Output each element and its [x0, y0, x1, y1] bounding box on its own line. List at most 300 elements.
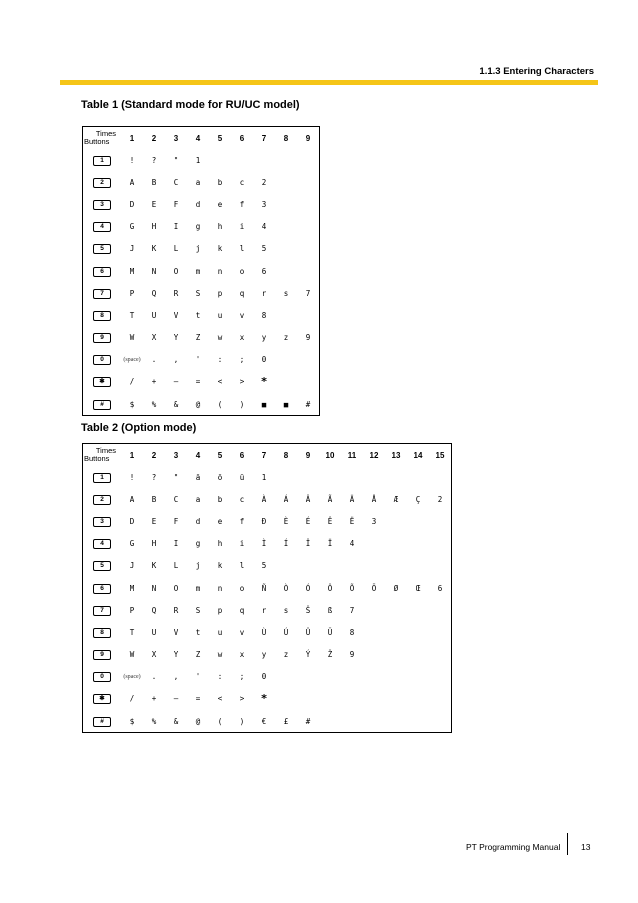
keypad-key-icon: 6 — [93, 584, 111, 594]
buttons-label: Buttons — [84, 454, 110, 463]
character-cell — [429, 510, 452, 532]
character-cell: 6 — [437, 583, 443, 593]
character-cell: P — [129, 288, 135, 298]
character-cell: Q — [151, 288, 157, 298]
character-cell: 3 — [371, 516, 377, 526]
character-cell — [319, 688, 341, 710]
character-cell — [385, 533, 407, 555]
character-cell: 4 — [261, 222, 267, 232]
keypad-key-icon: 2 — [93, 495, 111, 505]
character-cell: Ð — [261, 516, 267, 526]
character-cell — [429, 621, 452, 643]
character-cell: g — [195, 539, 201, 549]
character-cell: E — [151, 199, 157, 209]
character-cell: x — [239, 650, 245, 660]
button-cell — [83, 171, 122, 193]
character-cell — [341, 688, 363, 710]
character-cell — [275, 466, 297, 488]
character-cell: e — [217, 199, 223, 209]
column-header: 8 — [283, 133, 289, 143]
character-cell: W — [129, 333, 135, 343]
character-cell — [275, 304, 297, 326]
character-cell: À — [261, 494, 267, 504]
character-cell: C — [173, 494, 179, 504]
character-cell — [297, 171, 320, 193]
character-cell: 1 — [261, 472, 267, 482]
character-cell: 3 — [261, 199, 267, 209]
table-row — [83, 644, 452, 666]
column-header: 2 — [151, 133, 157, 143]
table-row — [83, 327, 320, 349]
keypad-key-icon: 8 — [93, 311, 111, 321]
character-cell: b — [217, 177, 223, 187]
character-cell: Á — [283, 494, 289, 504]
character-cell: e — [217, 516, 223, 526]
character-cell: b — [217, 494, 223, 504]
character-cell: @ — [195, 399, 201, 409]
character-cell: " — [173, 155, 179, 165]
character-cell — [429, 555, 452, 577]
keypad-key-icon: 3 — [93, 517, 111, 527]
button-cell — [83, 193, 122, 215]
character-cell: N — [151, 583, 157, 593]
character-cell — [385, 710, 407, 733]
character-cell — [275, 688, 297, 710]
character-cell: Ù — [261, 627, 267, 637]
character-cell: ' — [195, 355, 201, 365]
character-cell — [407, 466, 429, 488]
character-cell: 7 — [305, 288, 311, 298]
button-cell — [83, 260, 122, 282]
character-cell: Ú — [283, 627, 289, 637]
times-label: Times — [95, 446, 116, 455]
character-cell: Â — [305, 494, 311, 504]
character-cell: X — [151, 650, 157, 660]
character-cell: # — [305, 716, 311, 726]
table-row — [83, 666, 452, 688]
character-cell: 1 — [195, 155, 201, 165]
button-cell — [83, 688, 122, 710]
character-cell — [297, 555, 319, 577]
character-cell: Z — [195, 333, 201, 343]
character-cell: f — [239, 199, 245, 209]
table-row — [83, 533, 452, 555]
button-cell — [83, 710, 122, 733]
character-cell — [429, 666, 452, 688]
character-cell: k — [217, 244, 223, 254]
character-cell: S — [195, 288, 201, 298]
character-cell: ; — [239, 672, 245, 682]
character-cell — [385, 688, 407, 710]
character-cell — [429, 466, 452, 488]
character-cell: N — [151, 266, 157, 276]
character-cell — [407, 710, 429, 733]
keypad-key-icon: # — [93, 400, 111, 410]
character-cell: : — [217, 672, 223, 682]
table-row — [83, 688, 452, 710]
character-cell: O — [173, 266, 179, 276]
keypad-key-icon: 4 — [93, 539, 111, 549]
character-cell — [275, 216, 297, 238]
table1-title: Table 1 (Standard mode for RU/UC model) — [81, 99, 300, 111]
character-cell — [407, 666, 429, 688]
character-cell: É — [305, 516, 311, 526]
character-cell: g — [195, 222, 201, 232]
character-cell — [363, 555, 385, 577]
character-cell — [385, 666, 407, 688]
character-cell — [341, 555, 363, 577]
column-header: 13 — [391, 450, 401, 460]
character-cell: + — [151, 694, 157, 704]
character-cell: B — [151, 494, 157, 504]
character-cell — [363, 710, 385, 733]
character-cell: 8 — [349, 627, 355, 637]
character-cell: I — [173, 222, 179, 232]
character-cell: Ì — [261, 539, 267, 549]
character-cell: V — [173, 310, 179, 320]
character-cell: F — [173, 516, 179, 526]
table-row — [83, 260, 320, 282]
button-cell — [83, 644, 122, 666]
character-cell: Í — [283, 539, 289, 549]
character-cell: d — [195, 199, 201, 209]
character-cell: Î — [305, 539, 311, 549]
character-cell — [297, 149, 320, 171]
character-cell — [429, 688, 452, 710]
button-cell — [83, 621, 122, 643]
character-cell: I — [173, 539, 179, 549]
column-header: 5 — [217, 450, 223, 460]
character-cell: = — [195, 694, 201, 704]
character-cell: G — [129, 222, 135, 232]
character-cell: j — [195, 244, 201, 254]
keypad-key-icon: 5 — [93, 561, 111, 571]
character-cell: q — [239, 605, 245, 615]
character-cell: # — [305, 399, 311, 409]
character-cell — [385, 644, 407, 666]
character-cell: Å — [371, 494, 377, 504]
character-cell: € — [261, 716, 267, 726]
character-cell: h — [217, 222, 223, 232]
character-cell — [319, 466, 341, 488]
character-cell: r — [261, 288, 267, 298]
character-cell: . — [151, 355, 157, 365]
character-cell: q — [239, 288, 245, 298]
character-cell: ) — [239, 716, 245, 726]
times-buttons-header — [83, 444, 122, 467]
character-cell: R — [173, 605, 179, 615]
character-cell: Æ — [393, 494, 399, 504]
character-cell: : — [217, 355, 223, 365]
character-cell: P — [129, 605, 135, 615]
table2-title: Table 2 (Option mode) — [81, 422, 197, 434]
character-cell: È — [283, 516, 289, 526]
character-cell: u — [217, 627, 223, 637]
character-cell — [297, 260, 320, 282]
character-cell — [209, 149, 231, 171]
character-cell — [407, 510, 429, 532]
times-label: Times — [95, 129, 116, 138]
character-cell: U — [151, 310, 157, 320]
column-header: 9 — [305, 450, 311, 460]
character-cell: z — [283, 333, 289, 343]
character-cell: v — [239, 310, 245, 320]
character-cell — [297, 193, 320, 215]
character-cell — [363, 666, 385, 688]
character-cell — [297, 238, 320, 260]
character-cell — [429, 533, 452, 555]
character-cell: Ò — [283, 583, 289, 593]
character-cell: Ø — [393, 583, 399, 593]
character-cell: L — [173, 244, 179, 254]
character-cell — [407, 644, 429, 666]
table-row — [83, 510, 452, 532]
character-cell: H — [151, 539, 157, 549]
character-cell: H — [151, 222, 157, 232]
character-cell: B — [151, 177, 157, 187]
table-row — [83, 555, 452, 577]
character-cell: ß — [327, 605, 333, 615]
character-cell: L — [173, 561, 179, 571]
character-cell: k — [217, 561, 223, 571]
character-cell — [275, 349, 297, 371]
character-cell — [429, 599, 452, 621]
page-number: 13 — [581, 842, 591, 852]
character-cell: A — [129, 494, 135, 504]
character-cell — [341, 710, 363, 733]
table-row — [83, 282, 320, 304]
character-cell: t — [195, 627, 201, 637]
character-cell: ! — [129, 155, 135, 165]
table-row — [83, 466, 452, 488]
table-row — [83, 393, 320, 416]
keypad-key-icon: 0 — [93, 672, 111, 682]
character-cell: $ — [129, 399, 135, 409]
character-cell: a — [195, 177, 201, 187]
character-cell: % — [151, 399, 157, 409]
keypad-key-icon: 6 — [93, 267, 111, 277]
character-cell: a — [195, 494, 201, 504]
character-cell: ? — [151, 472, 157, 482]
keypad-key-icon: 9 — [93, 650, 111, 660]
column-header: 3 — [173, 133, 179, 143]
character-cell: i — [239, 222, 245, 232]
button-cell — [83, 393, 122, 416]
column-header: 9 — [305, 133, 311, 143]
times-buttons-header — [83, 127, 122, 150]
character-cell: ; — [239, 355, 245, 365]
character-cell — [341, 666, 363, 688]
character-cell: — — [173, 377, 179, 387]
character-cell: ü — [239, 472, 245, 482]
character-cell: l — [239, 561, 245, 571]
character-cell: Ê — [327, 516, 333, 526]
character-cell: s — [283, 288, 289, 298]
character-cell: m — [195, 583, 201, 593]
character-cell: U — [151, 627, 157, 637]
column-header: 4 — [195, 450, 201, 460]
character-cell: ä — [195, 472, 201, 482]
character-cell: " — [173, 472, 179, 482]
keypad-key-icon: 4 — [93, 222, 111, 232]
character-cell: p — [217, 288, 223, 298]
table-row — [83, 577, 452, 599]
character-cell: w — [217, 650, 223, 660]
character-cell — [385, 510, 407, 532]
character-cell — [385, 621, 407, 643]
keypad-key-icon: 3 — [93, 200, 111, 210]
character-cell: c — [239, 177, 245, 187]
character-cell — [297, 666, 319, 688]
character-cell: 0 — [261, 355, 267, 365]
character-cell: Ô — [327, 583, 333, 593]
keypad-key-icon: 5 — [93, 244, 111, 254]
keypad-key-icon: 1 — [93, 156, 111, 166]
character-cell — [385, 599, 407, 621]
character-cell: ■ — [283, 399, 289, 409]
character-cell: 7 — [349, 605, 355, 615]
table-row — [83, 349, 320, 371]
character-cell — [363, 688, 385, 710]
table-row — [83, 304, 320, 326]
character-cell — [407, 688, 429, 710]
table1 — [82, 126, 320, 416]
character-cell: M — [129, 266, 135, 276]
character-cell: y — [261, 650, 267, 660]
character-cell: ( — [217, 399, 223, 409]
column-header: 6 — [239, 133, 245, 143]
character-cell: ) — [239, 399, 245, 409]
table-row — [83, 171, 320, 193]
button-cell — [83, 555, 122, 577]
character-cell — [275, 666, 297, 688]
character-cell: , — [173, 672, 179, 682]
character-cell — [275, 371, 297, 393]
character-cell: — — [173, 694, 179, 704]
character-cell: W — [129, 650, 135, 660]
button-cell — [83, 371, 122, 393]
character-cell: r — [261, 605, 267, 615]
button-cell — [83, 577, 122, 599]
column-header: 14 — [413, 450, 423, 460]
character-cell — [407, 599, 429, 621]
column-header: 12 — [369, 450, 379, 460]
character-cell: 4 — [349, 539, 355, 549]
character-cell: V — [173, 627, 179, 637]
character-cell: Ü — [327, 627, 333, 637]
table-row — [83, 149, 320, 171]
keypad-key-icon: 7 — [93, 606, 111, 616]
button-cell — [83, 510, 122, 532]
character-cell: F — [173, 199, 179, 209]
character-cell: 8 — [261, 310, 267, 320]
keypad-key-icon: 0 — [93, 355, 111, 365]
character-cell: Ö — [371, 583, 377, 593]
character-cell: R — [173, 288, 179, 298]
character-cell: y — [261, 333, 267, 343]
character-cell: Ä — [349, 494, 355, 504]
character-cell — [253, 149, 275, 171]
button-cell — [83, 488, 122, 510]
character-cell: 6 — [261, 266, 267, 276]
table2 — [82, 443, 452, 733]
section-title: 1.1.3 Entering Characters — [479, 66, 594, 77]
character-cell: u — [217, 310, 223, 320]
keypad-key-icon: 2 — [93, 178, 111, 188]
character-cell: X — [151, 333, 157, 343]
character-cell: ( — [217, 716, 223, 726]
button-cell — [83, 304, 122, 326]
column-header: 7 — [261, 450, 267, 460]
character-cell: C — [173, 177, 179, 187]
character-cell: + — [151, 377, 157, 387]
character-cell: & — [173, 399, 179, 409]
character-cell — [275, 260, 297, 282]
table-row — [83, 621, 452, 643]
character-cell: M — [129, 583, 135, 593]
character-cell: v — [239, 627, 245, 637]
button-cell — [83, 149, 122, 171]
character-cell: ■ — [261, 399, 267, 409]
character-cell: z — [283, 650, 289, 660]
character-cell: Œ — [415, 583, 421, 593]
character-cell: s — [283, 605, 289, 615]
character-cell: j — [195, 561, 201, 571]
character-cell: x — [239, 333, 245, 343]
character-cell — [275, 149, 297, 171]
character-cell: D — [129, 199, 135, 209]
column-header: 4 — [195, 133, 201, 143]
keypad-key-icon: 8 — [93, 628, 111, 638]
button-cell — [83, 238, 122, 260]
button-cell — [83, 282, 122, 304]
character-cell: (space) — [123, 673, 141, 680]
character-cell: > — [239, 694, 245, 704]
character-cell: . — [151, 672, 157, 682]
keypad-key-icon: 1 — [93, 473, 111, 483]
column-header: 1 — [129, 450, 135, 460]
footer-divider — [567, 833, 568, 855]
table-row — [83, 216, 320, 238]
character-cell: Ã — [327, 494, 333, 504]
character-cell: / — [129, 694, 135, 704]
character-cell — [297, 371, 320, 393]
keypad-key-icon: ✱ — [93, 377, 111, 387]
column-header: 5 — [217, 133, 223, 143]
table-row — [83, 238, 320, 260]
character-cell: c — [239, 494, 245, 504]
character-cell — [297, 688, 319, 710]
character-cell: D — [129, 516, 135, 526]
character-cell — [385, 555, 407, 577]
character-cell: Õ — [349, 583, 355, 593]
character-cell: E — [151, 516, 157, 526]
character-cell: £ — [283, 716, 289, 726]
character-cell — [363, 621, 385, 643]
character-cell: = — [195, 377, 201, 387]
character-cell: $ — [129, 716, 135, 726]
character-cell — [275, 238, 297, 260]
character-cell: ö — [217, 472, 223, 482]
character-cell: 5 — [261, 244, 267, 254]
character-cell: O — [173, 583, 179, 593]
character-cell: A — [129, 177, 135, 187]
character-cell: * — [260, 692, 268, 706]
character-cell: 5 — [261, 561, 267, 571]
footer-manual-name: PT Programming Manual — [466, 842, 561, 852]
character-cell: Ï — [327, 539, 333, 549]
character-cell — [297, 466, 319, 488]
